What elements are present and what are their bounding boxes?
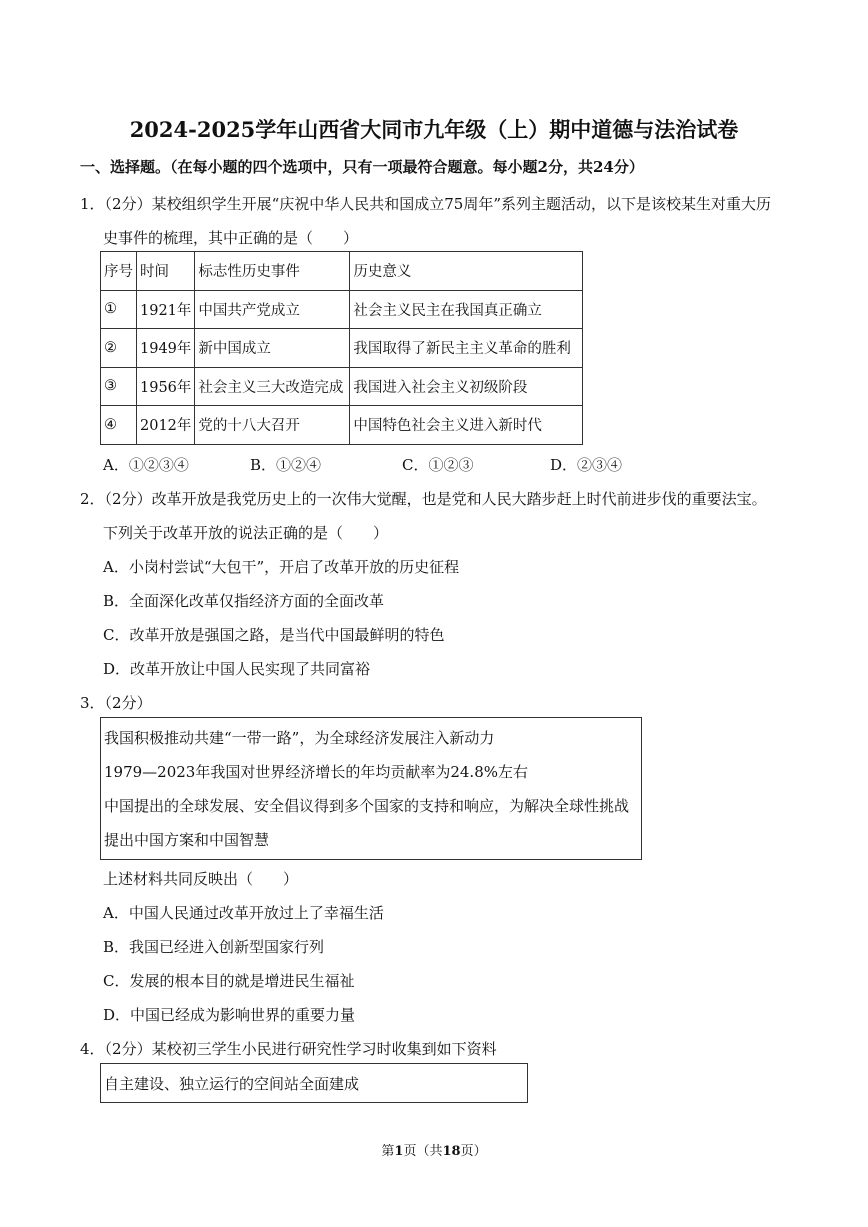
table-cell: 中国特色社会主义进入新时代	[350, 406, 583, 445]
table-cell: 2012年	[137, 406, 195, 445]
q3-material-line: 我国积极推动共建“一带一路”，为全球经济发展注入新动力	[104, 729, 495, 747]
table-header-cell: 标志性历史事件	[195, 252, 350, 291]
table-row	[101, 406, 583, 445]
history-events-table	[100, 251, 583, 445]
q1-stem-line2: 史事件的梳理，其中正确的是（ ）	[103, 229, 359, 247]
table-cell: 我国进入社会主义初级阶段	[350, 367, 583, 406]
q2-option-c[interactable]: C．改革开放是强国之路，是当代中国最鲜明的特色	[103, 626, 445, 644]
table-cell: 1956年	[137, 367, 195, 406]
q1-stem-line1: 1．（2分）某校组织学生开展“庆祝中华人民共和国成立75周年”系列主题活动，以下是该校某生对重大历	[80, 195, 772, 213]
table-cell: 1949年	[137, 329, 195, 368]
q4-stem-line1: 4．（2分）某校初三学生小民进行研究性学习时收集到如下资料	[80, 1040, 497, 1058]
q1-option-d[interactable]: D．②③④	[550, 456, 623, 474]
footer-mid: 页（共	[403, 1144, 443, 1159]
q3-question: 上述材料共同反映出（ ）	[103, 870, 299, 888]
q1-option-c[interactable]: C．①②③	[402, 456, 474, 474]
q1-option-a[interactable]: A．①②③④	[103, 456, 189, 474]
footer-prefix: 第	[381, 1144, 395, 1159]
q3-material-line: 中国提出的全球发展、安全倡议得到多个国家的支持和响应，为解决全球性挑战	[104, 797, 630, 815]
q3-option-a[interactable]: A．中国人民通过改革开放过上了幸福生活	[103, 904, 384, 922]
q2-stem-line2: 下列关于改革开放的说法正确的是（ ）	[103, 524, 389, 542]
table-cell: 党的十八大召开	[195, 406, 350, 445]
q3-option-c[interactable]: C．发展的根本目的就是增进民生福祉	[103, 972, 355, 990]
table-header-row	[101, 252, 583, 291]
q3-material-box	[100, 717, 642, 860]
q1-options	[0, 454, 868, 474]
footer-page-number: 1	[394, 1144, 404, 1159]
q3-stem-line1: 3．（2分）	[80, 694, 152, 712]
table-header-cell: 序号	[101, 252, 137, 291]
table-cell: 我国取得了新民主主义革命的胜利	[350, 329, 583, 368]
footer-suffix: 页）	[460, 1144, 487, 1159]
table-cell: 社会主义三大改造完成	[195, 367, 350, 406]
q4-material-box	[100, 1063, 528, 1103]
page-footer	[0, 1140, 868, 1159]
section-heading: 一、选择题。（在每小题的四个选项中，只有一项最符合题意。每小题2分，共24分）	[80, 158, 644, 176]
table-cell: ②	[101, 329, 137, 368]
table-cell: 1921年	[137, 290, 195, 329]
q2-option-a[interactable]: A．小岗村尝试“大包干”，开启了改革开放的历史征程	[103, 558, 460, 576]
q2-option-d[interactable]: D．改革开放让中国人民实现了共同富裕	[103, 660, 371, 678]
footer-total-pages: 18	[442, 1144, 461, 1159]
table-row	[101, 290, 583, 329]
table-cell: 新中国成立	[195, 329, 350, 368]
table-cell: ④	[101, 406, 137, 445]
page-title: 2024-2025学年山西省大同市九年级（上）期中道德与法治试卷	[129, 117, 739, 142]
q3-option-d[interactable]: D．中国已经成为影响世界的重要力量	[103, 1006, 356, 1024]
table-row	[101, 367, 583, 406]
q4-material-line: 自主建设、独立运行的空间站全面建成	[104, 1075, 360, 1093]
table-cell: 社会主义民主在我国真正确立	[350, 290, 583, 329]
q1-option-b[interactable]: B．①②④	[250, 456, 322, 474]
q3-material-line: 提出中国方案和中国智慧	[104, 831, 270, 849]
table-header-cell: 历史意义	[350, 252, 583, 291]
table-row	[101, 329, 583, 368]
table-cell: ③	[101, 367, 137, 406]
q3-material-line: 1979—2023年我国对世界经济增长的年均贡献率为24.8%左右	[104, 763, 529, 781]
q2-stem-line1: 2．（2分）改革开放是我党历史上的一次伟大觉醒，也是党和人民大踏步赶上时代前进步伐的重要法宝。	[80, 490, 767, 508]
q3-option-b[interactable]: B．我国已经进入创新型国家行列	[103, 938, 325, 956]
q2-option-b[interactable]: B．全面深化改革仅指经济方面的全面改革	[103, 592, 385, 610]
table-cell: ①	[101, 290, 137, 329]
table-header-cell: 时间	[137, 252, 195, 291]
table-cell: 中国共产党成立	[195, 290, 350, 329]
